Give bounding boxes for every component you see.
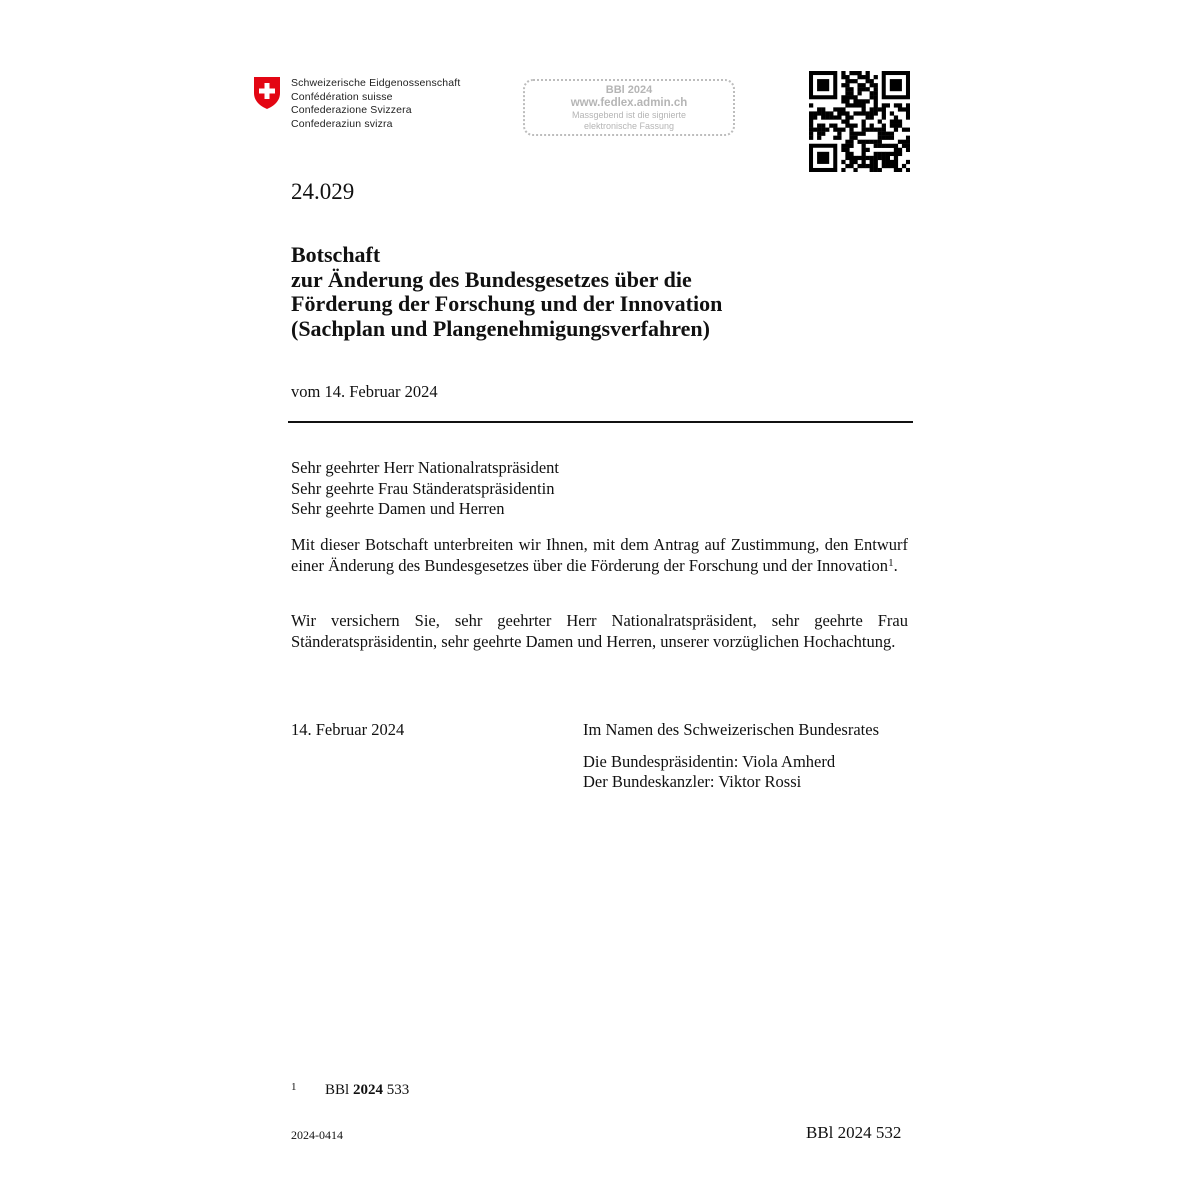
footnote-page: 533 [382,1082,410,1098]
signature-spacer [583,741,879,752]
document-date: vom 14. Februar 2024 [291,382,438,401]
horizontal-rule [288,421,913,423]
signature-president: Die Bundespräsidentin: Viola Amherd [583,751,836,771]
swiss-cross-shield-icon [252,76,282,110]
federal-name-fr: Confédération suisse [291,90,393,103]
signature-date: 14. Februar 2024 [291,720,405,739]
paragraph-proposal [291,535,908,576]
page-reference: BBl 2024 532 [806,1123,902,1142]
federal-name-de: Schweizerische Eidgenossenschaft [291,77,461,89]
salutation-line: Sehr geehrter Herr Nationalratspräsident [291,458,560,477]
stamp-line4: elektronische Fassung [583,121,675,131]
salutation-line: Sehr geehrte Damen und Herren [291,499,505,518]
document-number: 24.029 [291,179,355,204]
title-line: Förderung der Forschung und der Innovation [291,291,723,316]
paragraph-closing: Wir versichern Sie, sehr geehrter Herr Nationalratspräsident, sehr geehrte Frau Ständeratspräsidentin, sehr geehrte Damen und Herren, unserer vorzüglichen Hochachtung. [291,611,908,651]
salutation-line: Sehr geehrte Frau Ständeratspräsidentin [291,478,555,498]
footnote-marker: 1 [291,1081,297,1093]
salutations [291,458,559,520]
document-title [291,243,931,341]
title-line: (Sachplan und Plangenehmigungsverfahren) [291,315,710,341]
stamp-line3: Massgebend ist die signierte [571,110,687,120]
federal-names [291,77,460,131]
footnote-reference[interactable]: 1 [888,556,894,569]
signature-on-behalf: Im Namen des Schweizerischen Bundesrates [583,720,879,739]
document-id: 2024-0414 [291,1128,343,1142]
signature-block [583,720,879,793]
title-line: Botschaft [291,242,381,267]
title-line: zur Änderung des Bundesgesetzes über die [291,266,692,292]
stamp-line2: www.fedlex.admin.ch [570,97,688,109]
stamp-line1: BBl 2024 [605,84,653,96]
fedlex-stamp [523,79,735,136]
federal-name-it: Confederazione Svizzera [291,104,412,116]
footnote-prefix: BBl [325,1082,353,1098]
paragraph-proposal-text: Mit dieser Botschaft unterbreiten wir Ihnen, mit dem Antrag auf Zustimmung, den Entwurf einer Änderung des Bundesgesetzes über die Förderung der Forschung und der Innovation [291,535,908,575]
footnote-year: 2024 [352,1082,383,1098]
paragraph-proposal-end: . [893,555,898,575]
footnote [291,1077,409,1100]
signature-chancellor: Der Bundeskanzler: Viktor Rossi [583,772,802,791]
federal-name-rm: Confederaziun svizra [291,117,393,130]
qr-code-icon [809,71,910,172]
